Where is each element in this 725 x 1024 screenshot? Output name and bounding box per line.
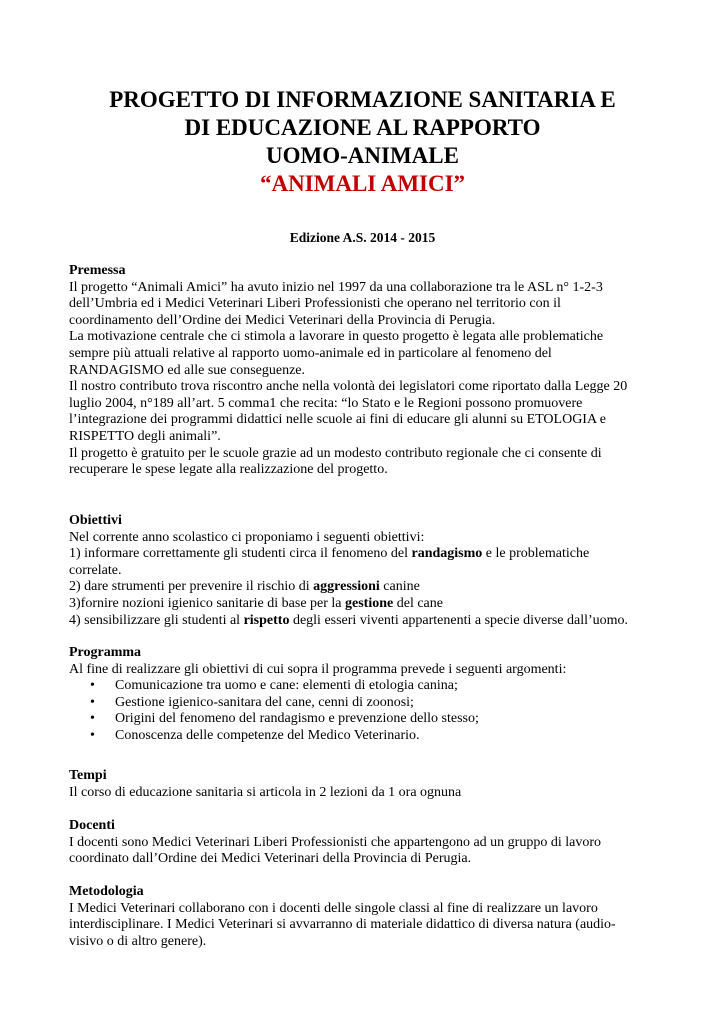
section-heading: Obiettivi bbox=[69, 513, 122, 528]
list-item-text: Origini del fenomeno del randagismo e prevenzione dello stesso; bbox=[115, 711, 479, 727]
title-line-2: DI EDUCAZIONE AL RAPPORTO bbox=[184, 115, 541, 140]
bullet-icon: • bbox=[90, 678, 95, 694]
objective-item bbox=[69, 579, 669, 596]
metodologia-line: visivo o di altro genere). bbox=[69, 933, 207, 949]
objective-text: 3)fornire nozioni igienico sanitarie di base per la bbox=[69, 595, 346, 611]
premessa-line: RISPETTO degli animali”. bbox=[69, 428, 221, 444]
programma-intro: Al fine di realizzare gli obiettivi di cui sopra il programma prevede i seguenti argomenti: bbox=[69, 661, 567, 677]
objective-item-continuation: correlate. bbox=[69, 562, 122, 578]
premessa-line: coordinamento dell’Ordine dei Medici Veterinari della Provincia di Perugia. bbox=[69, 312, 496, 328]
objective-text: 4) sensibilizzare gli studenti al bbox=[69, 612, 244, 628]
section-heading: Metodologia bbox=[69, 884, 144, 899]
objective-item bbox=[69, 613, 669, 630]
project-name: “ANIMALI AMICI” bbox=[259, 171, 466, 196]
bullet-icon: • bbox=[90, 711, 95, 727]
objective-text: 1) informare correttamente gli studenti circa il fenomeno del bbox=[69, 546, 412, 562]
objective-item bbox=[69, 546, 669, 563]
premessa-line: dell’Umbria ed i Medici Veterinari Liberi Professionisti che operano nel territorio con il bbox=[69, 296, 561, 312]
objective-text: degli esseri viventi appartenenti a specie diverse dall’uomo. bbox=[289, 612, 629, 628]
objective-item bbox=[69, 596, 669, 613]
section-docenti bbox=[69, 818, 669, 868]
section-programma bbox=[69, 645, 669, 745]
objective-text: 2) dare strumenti per prevenire il rischio di bbox=[69, 579, 314, 595]
section-premessa bbox=[69, 263, 669, 479]
section-tempi bbox=[69, 768, 669, 801]
title-line-1: PROGETTO DI INFORMAZIONE SANITARIA E bbox=[109, 87, 616, 112]
objective-keyword: rispetto bbox=[243, 612, 290, 628]
section-heading: Docenti bbox=[69, 818, 115, 833]
objective-text: canine bbox=[379, 579, 420, 595]
list-item-text: Gestione igienico-sanitara del cane, cenni di zoonosi; bbox=[115, 694, 414, 710]
list-item bbox=[69, 695, 669, 712]
title-line-3: UOMO-ANIMALE bbox=[266, 143, 459, 168]
obiettivi-intro: Nel corrente anno scolastico ci proponiamo i seguenti obiettivi: bbox=[69, 529, 425, 545]
premessa-line: La motivazione centrale che ci stimola a lavorare in questo progetto è legata alle problematiche bbox=[69, 329, 604, 345]
list-item bbox=[69, 678, 669, 695]
list-item bbox=[69, 711, 669, 728]
list-item-text: Conoscenza delle competenze del Medico Veterinario. bbox=[115, 727, 420, 743]
premessa-line: Il nostro contributo trova riscontro anche nella volontà dei legislatori come riportato dalla Legge 20 bbox=[69, 379, 628, 395]
programma-list bbox=[69, 678, 669, 744]
premessa-line: Il progetto “Animali Amici” ha avuto inizio nel 1997 da una collaborazione tra le ASL n° 1-2-3 bbox=[69, 279, 603, 295]
premessa-line: sempre più attuali relative al rapporto uomo-animale ed in particolare al fenomeno del bbox=[69, 345, 552, 361]
section-metodologia bbox=[69, 884, 669, 950]
objective-keyword: randagismo bbox=[411, 546, 483, 562]
section-obiettivi bbox=[69, 513, 669, 629]
premessa-line: RANDAGISMO ed alle sue conseguenze. bbox=[69, 362, 305, 378]
premessa-line: l’integrazione dei programmi didattici nelle scuole ai fini di educare gli alunni su ETOLOGIA e bbox=[69, 412, 607, 428]
section-heading: Programma bbox=[69, 645, 142, 660]
list-item-text: Comunicazione tra uomo e cane: elementi di etologia canina; bbox=[115, 678, 458, 694]
objective-keyword: gestione bbox=[345, 595, 394, 611]
objective-text: del cane bbox=[393, 595, 443, 611]
docenti-line: I docenti sono Medici Veterinari Liberi Professionisti che appartengono ad un gruppo di lavoro bbox=[69, 834, 601, 850]
edition-label: Edizione A.S. 2014 - 2015 bbox=[289, 230, 436, 245]
premessa-line: recuperare le spese legate alla realizzazione del progetto. bbox=[69, 462, 388, 478]
bullet-icon: • bbox=[90, 694, 95, 710]
tempi-text: Il corso di educazione sanitaria si articola in 2 lezioni da 1 ora ognuna bbox=[69, 784, 462, 800]
section-heading: Premessa bbox=[69, 263, 126, 278]
document-title bbox=[0, 86, 725, 198]
docenti-line: coordinato dall’Ordine dei Medici Veterinari della Provincia di Perugia. bbox=[69, 851, 472, 867]
premessa-line: luglio 2004, n°189 all’art. 5 comma1 che recita: “lo Stato e le Regioni possono promuovere bbox=[69, 395, 583, 411]
premessa-line: Il progetto è gratuito per le scuole grazie ad un modesto contributo regionale che ci consente di bbox=[69, 445, 602, 461]
metodologia-line: I Medici Veterinari collaborano con i docenti delle singole classi al fine di realizzare un lavoro bbox=[69, 900, 598, 916]
objective-text: e le problematiche bbox=[482, 546, 590, 562]
objective-keyword: aggressioni bbox=[313, 579, 380, 595]
metodologia-line: interdisciplinare. I Medici Veterinari si avvarranno di materiale didattico di diversa natura (audio- bbox=[69, 917, 616, 933]
section-heading: Tempi bbox=[69, 768, 107, 783]
bullet-icon: • bbox=[90, 727, 95, 743]
list-item bbox=[69, 728, 669, 745]
